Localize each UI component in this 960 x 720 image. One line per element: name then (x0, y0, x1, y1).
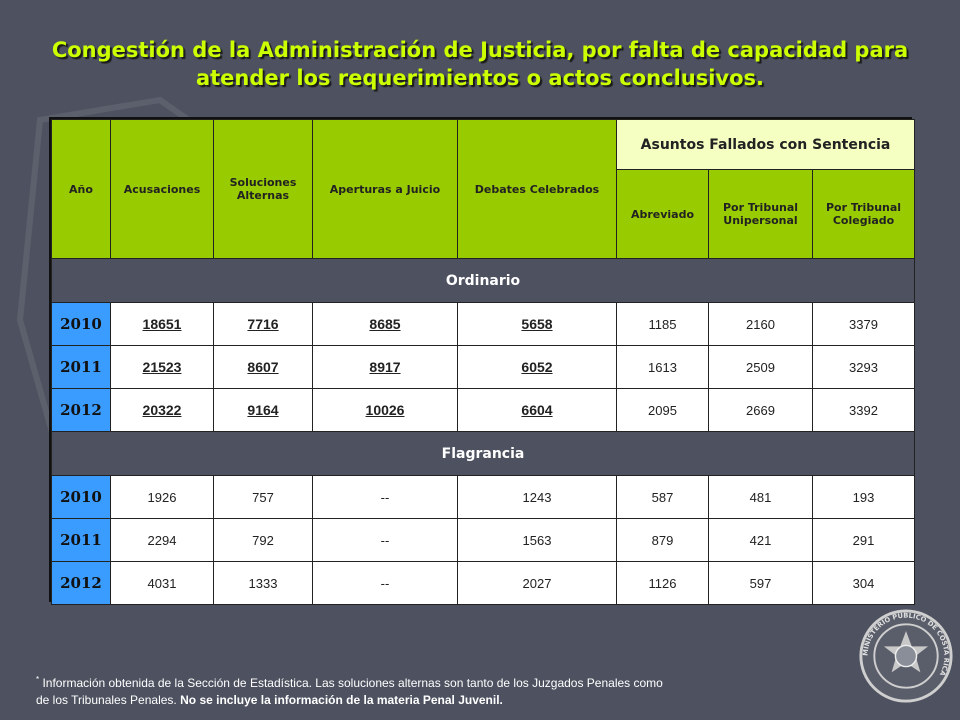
cell-abreviado: 1126 (617, 562, 709, 605)
seal-logo-icon (858, 608, 954, 704)
cell-soluciones: 792 (214, 519, 313, 562)
cell-aperturas: 10026 (313, 389, 458, 432)
cell-debates: 1563 (458, 519, 617, 562)
table-row (52, 346, 915, 389)
footnote (36, 671, 676, 709)
cell-acusaciones: 1926 (111, 476, 214, 519)
cell-debates: 6604 (458, 389, 617, 432)
header-tribunal-colegiado: Por Tribunal Colegiado (813, 170, 915, 259)
cell-debates: 1243 (458, 476, 617, 519)
year-cell: 2010 (52, 476, 111, 519)
cell-unipersonal: 597 (709, 562, 813, 605)
year-cell: 2011 (52, 519, 111, 562)
cell-aperturas: -- (313, 562, 458, 605)
footnote-text: Información obtenida de la Sección de Estadística. Las soluciones alternas son tanto de los Juzgados Penales como de los Tribunales Penales. (36, 676, 663, 707)
cell-acusaciones: 18651 (111, 303, 214, 346)
header-soluciones-alternas: Soluciones Alternas (214, 120, 313, 259)
cell-debates: 5658 (458, 303, 617, 346)
cell-colegiado: 3392 (813, 389, 915, 432)
year-cell: 2012 (52, 389, 111, 432)
cell-abreviado: 1185 (617, 303, 709, 346)
cell-abreviado: 1613 (617, 346, 709, 389)
cell-soluciones: 9164 (214, 389, 313, 432)
cell-colegiado: 291 (813, 519, 915, 562)
cell-aperturas: 8917 (313, 346, 458, 389)
cell-unipersonal: 2669 (709, 389, 813, 432)
table-body (52, 259, 915, 605)
cell-abreviado: 2095 (617, 389, 709, 432)
year-cell: 2012 (52, 562, 111, 605)
cell-unipersonal: 2160 (709, 303, 813, 346)
footnote-bold-text: No se incluye la información de la materia Penal Juvenil. (180, 693, 503, 707)
header-debates-celebrados: Debates Celebrados (458, 120, 617, 259)
table-row (52, 519, 915, 562)
seal-text: MINISTERIO PÚBLICO DE COSTA RICA (861, 611, 951, 678)
header-aperturas-juicio: Aperturas a Juicio (313, 120, 458, 259)
cell-unipersonal: 421 (709, 519, 813, 562)
header-asuntos-fallados: Asuntos Fallados con Sentencia (617, 120, 915, 170)
table-row (52, 303, 915, 346)
year-cell: 2010 (52, 303, 111, 346)
cell-unipersonal: 2509 (709, 346, 813, 389)
section-label: Flagrancia (52, 432, 915, 476)
cell-colegiado: 3379 (813, 303, 915, 346)
header-anio: Año (52, 120, 111, 259)
header-acusaciones: Acusaciones (111, 120, 214, 259)
cell-aperturas: -- (313, 476, 458, 519)
table-row (52, 562, 915, 605)
cell-aperturas: 8685 (313, 303, 458, 346)
cell-soluciones: 8607 (214, 346, 313, 389)
cell-acusaciones: 4031 (111, 562, 214, 605)
cell-colegiado: 3293 (813, 346, 915, 389)
statistics-table (49, 117, 912, 602)
cell-acusaciones: 20322 (111, 389, 214, 432)
cell-debates: 2027 (458, 562, 617, 605)
cell-colegiado: 304 (813, 562, 915, 605)
header-tribunal-unipersonal: Por Tribunal Unipersonal (709, 170, 813, 259)
cell-acusaciones: 2294 (111, 519, 214, 562)
cell-unipersonal: 481 (709, 476, 813, 519)
table-row (52, 476, 915, 519)
cell-acusaciones: 21523 (111, 346, 214, 389)
cell-soluciones: 1333 (214, 562, 313, 605)
section-row (52, 432, 915, 476)
cell-colegiado: 193 (813, 476, 915, 519)
cell-abreviado: 587 (617, 476, 709, 519)
table-row (52, 389, 915, 432)
slide-title: Congestión de la Administración de Justicia, por falta de capacidad para atender los requerimientos o actos conclusivos. (51, 38, 909, 90)
year-cell: 2011 (52, 346, 111, 389)
section-row (52, 259, 915, 303)
section-label: Ordinario (52, 259, 915, 303)
cell-soluciones: 7716 (214, 303, 313, 346)
footnote-marker: * (36, 675, 40, 684)
cell-soluciones: 757 (214, 476, 313, 519)
cell-abreviado: 879 (617, 519, 709, 562)
cell-debates: 6052 (458, 346, 617, 389)
header-abreviado: Abreviado (617, 170, 709, 259)
cell-aperturas: -- (313, 519, 458, 562)
